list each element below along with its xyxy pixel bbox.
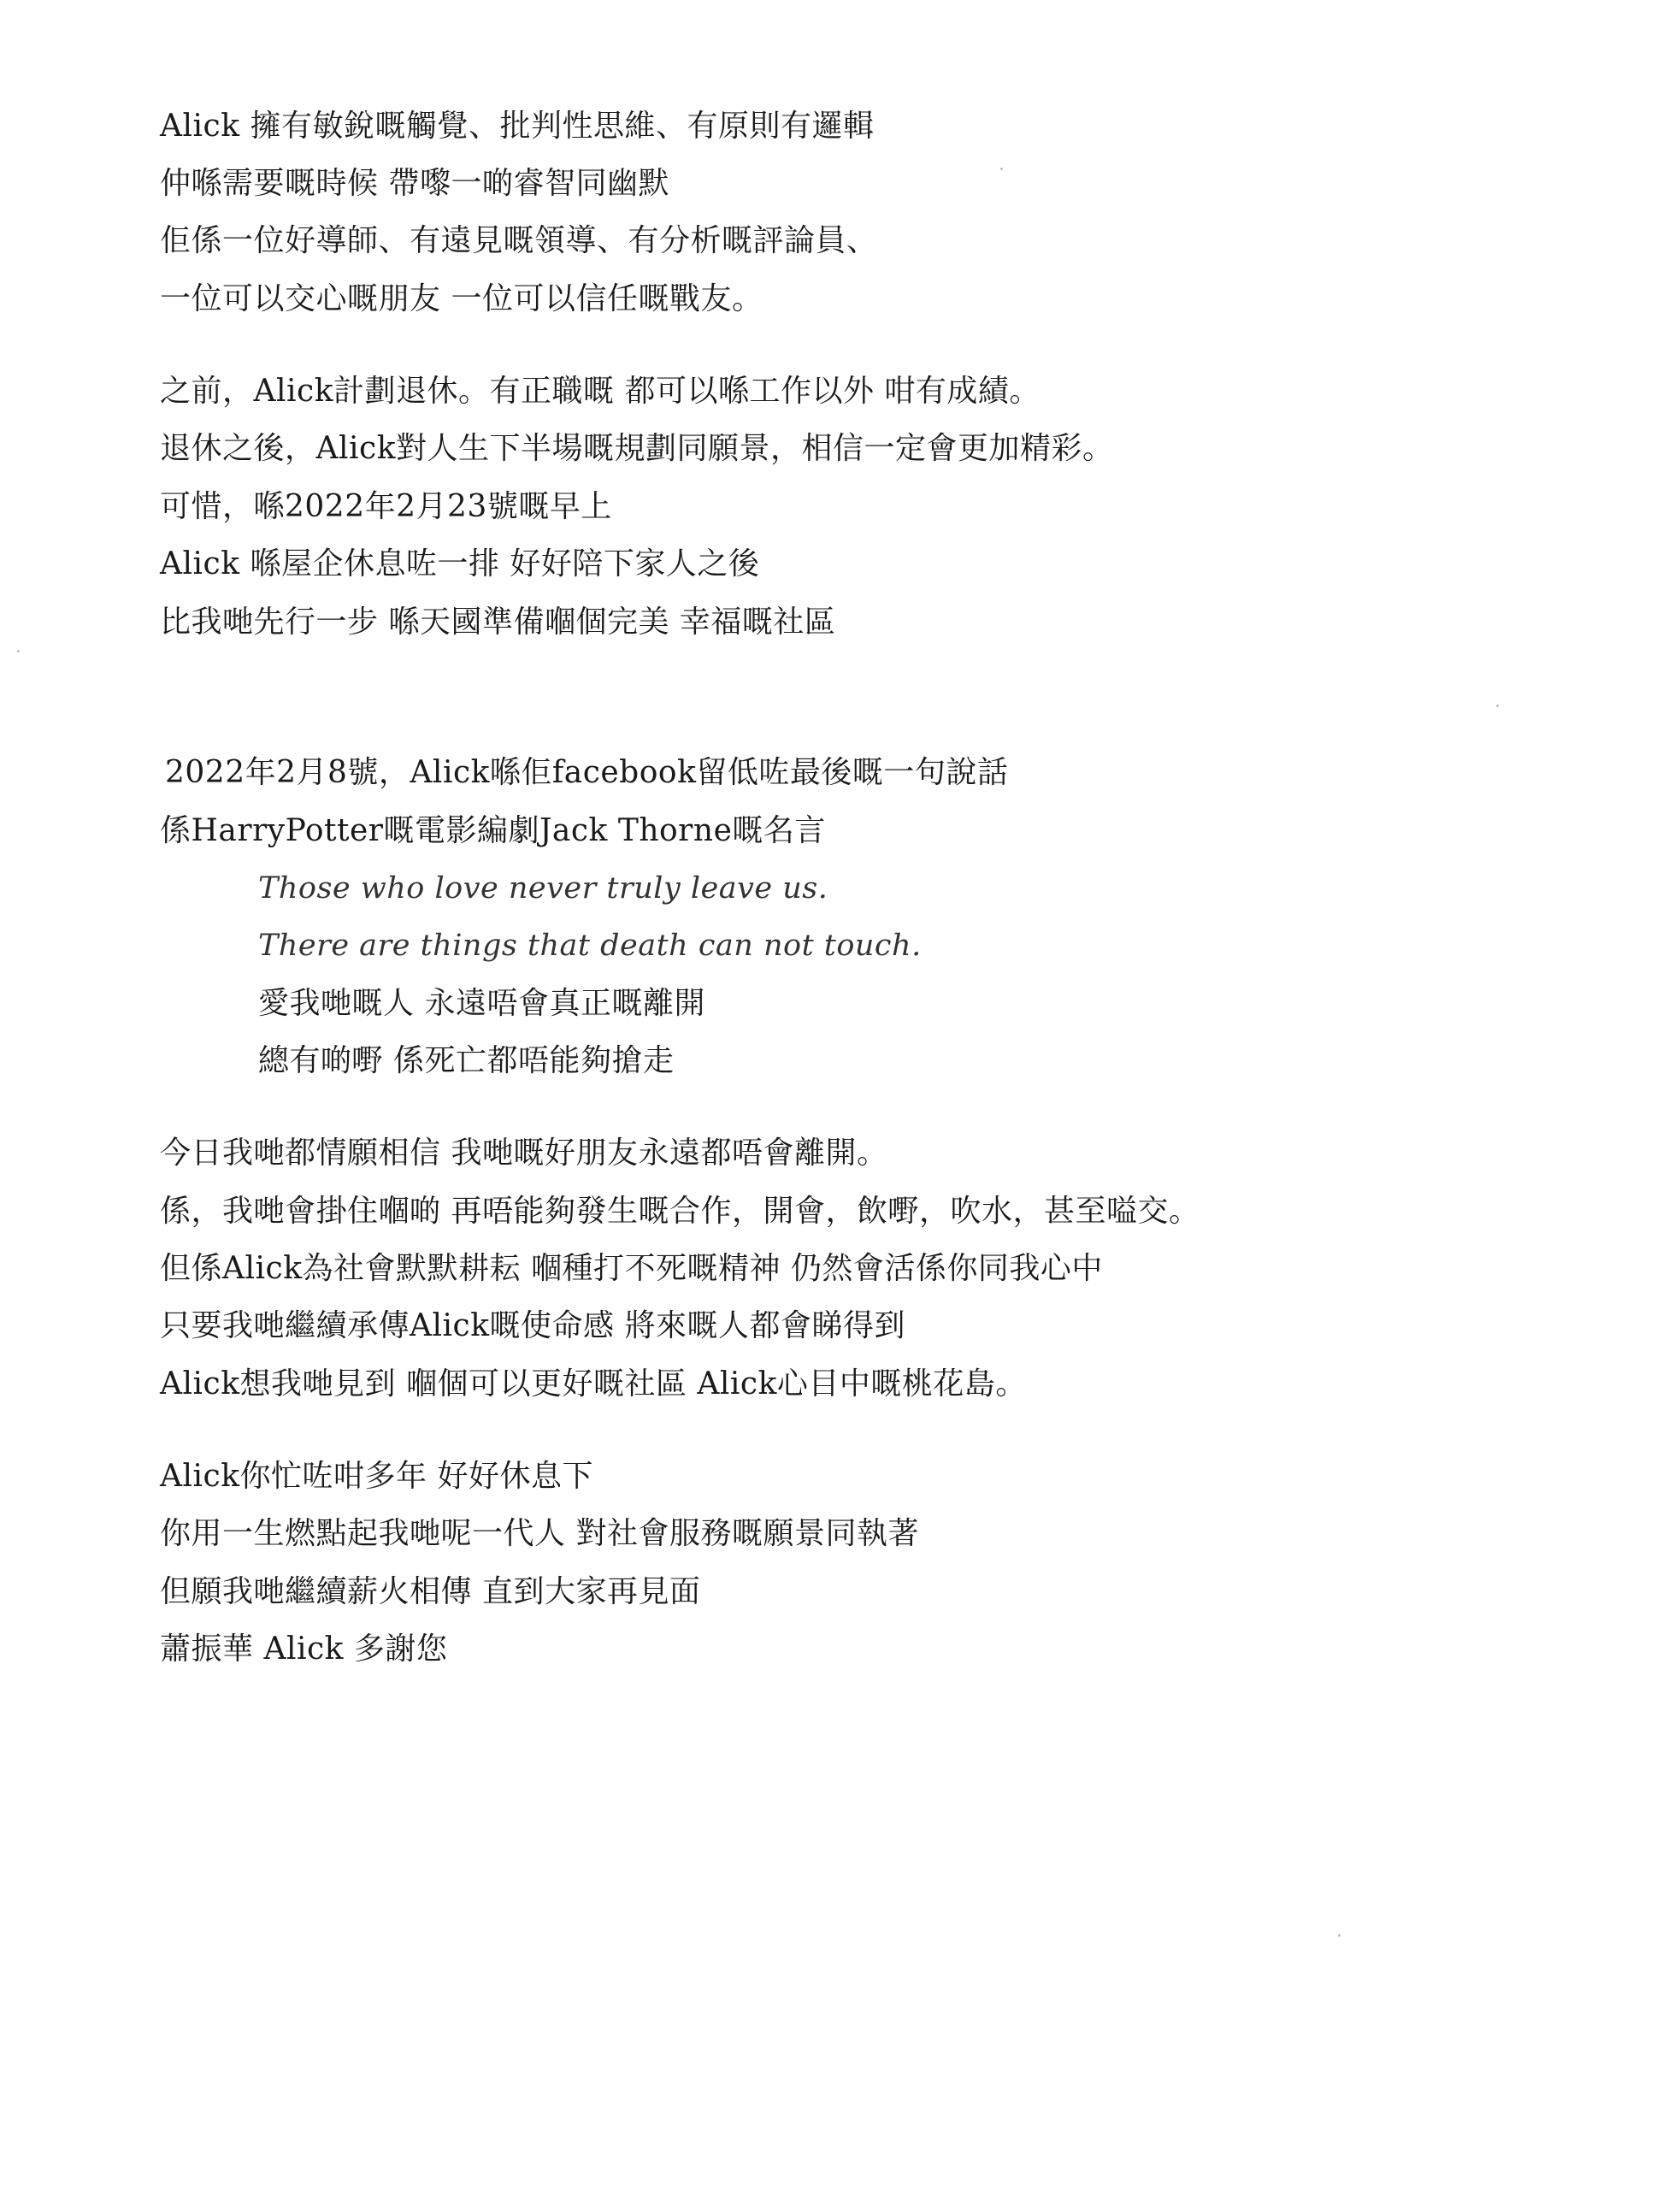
p4-line-3: 但係Alick為社會默默耕耘 嗰種打不死嘅精神 仍然會活係你同我心中 (160, 1251, 1103, 1286)
p4-line-5: Alick想我哋見到 嗰個可以更好嘅社區 Alick心目中嘅桃花島。 (160, 1366, 1027, 1401)
p4-line-1: 今日我哋都情願相信 我哋嘅好朋友永遠都唔會離開。 (160, 1136, 888, 1171)
quote-zh-line-1: 愛我哋嘅人 永遠唔會真正嘅離開 (258, 986, 705, 1021)
p2-line-1: 之前，Alick計劃退休。有正職嘅 都可以喺工作以外 咁有成績。 (160, 374, 1040, 409)
p2-line-5: 比我哋先行一步 喺天國準備嗰個完美 幸福嘅社區 (160, 605, 836, 640)
scan-speck (17, 650, 20, 652)
p4-line-2: 係，我哋會掛住嗰啲 再唔能夠發生嘅合作，開會，飲嘢，吹水，甚至嗌交。 (160, 1194, 1200, 1229)
quote-zh-line-2: 總有啲嘢 係死亡都唔能夠搶走 (258, 1043, 675, 1078)
p4-line-4: 只要我哋繼續承傳Alick嘅使命感 將來嘅人都會睇得到 (160, 1308, 905, 1343)
p1-line-3: 佢係一位好導師、有遠見嘅領導、有分析嘅評論員、 (160, 223, 878, 258)
scan-speck (1496, 705, 1499, 707)
p2-line-3: 可惜，喺2022年2月23號嘅早上 (160, 489, 612, 524)
scan-speck (1000, 168, 1003, 170)
p5-line-3: 但願我哋繼續薪火相傳 直到大家再見面 (160, 1574, 701, 1609)
p5-line-2: 你用一生燃點起我哋呢一代人 對社會服務嘅願景同執著 (160, 1516, 919, 1551)
p3-line-2: 係HarryPotter嘅電影編劇Jack Thorne嘅名言 (160, 813, 826, 848)
quote-en-line-2: There are things that death can not touch. (258, 929, 922, 963)
p3-line-1: 2022年2月8號，Alick喺佢facebook留低咗最後嘅一句說話 (165, 755, 1009, 790)
p1-line-4: 一位可以交心嘅朋友 一位可以信任嘅戰友。 (160, 281, 763, 316)
scan-speck (1338, 1934, 1341, 1937)
p5-line-4: 蕭振華 Alick 多謝您 (160, 1631, 448, 1667)
p2-line-4: Alick 喺屋企休息咗一排 好好陪下家人之後 (160, 546, 760, 581)
p1-line-2: 仲喺需要嘅時候 帶嚟一啲睿智同幽默 (160, 166, 669, 201)
quote-en-line-1: Those who love never truly leave us. (258, 871, 828, 906)
p5-line-1: Alick你忙咗咁多年 好好休息下 (160, 1459, 593, 1494)
p2-line-2: 退休之後，Alick對人生下半場嘅規劃同願景，相信一定會更加精彩。 (160, 431, 1114, 466)
p1-line-1: Alick 擁有敏銳嘅觸覺、批判性思維、有原則有邏輯 (160, 109, 875, 144)
